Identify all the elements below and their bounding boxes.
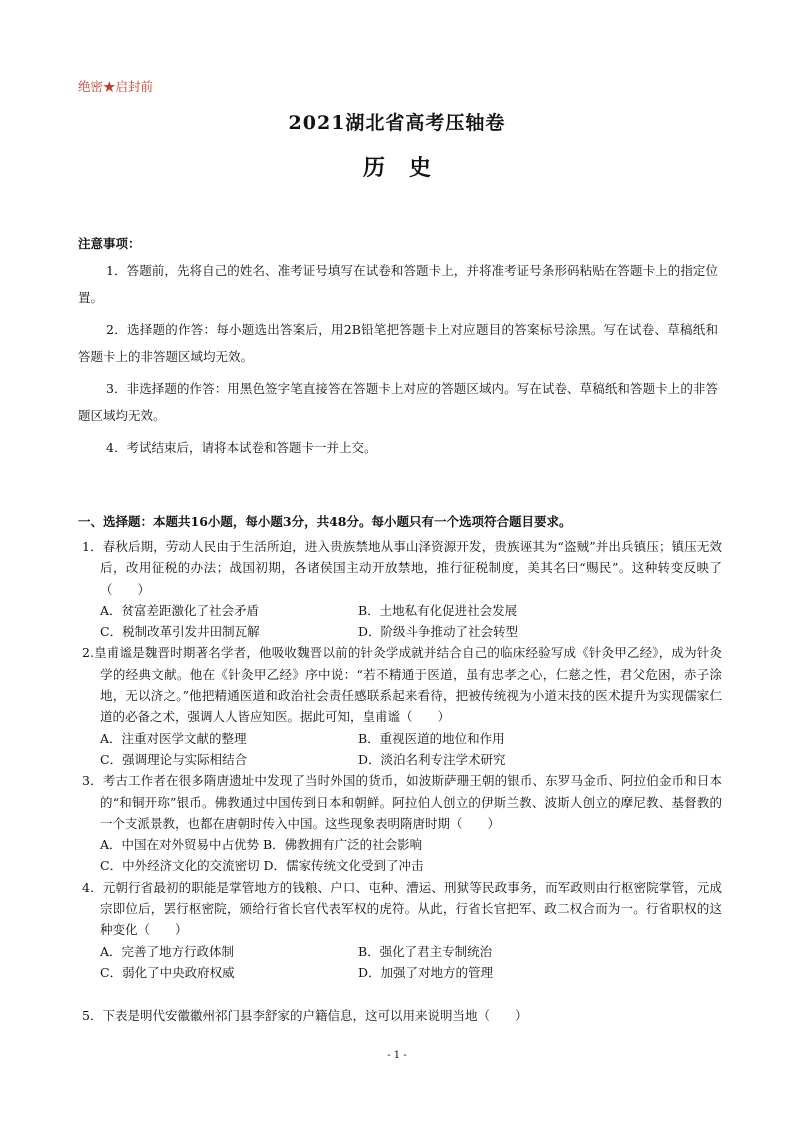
question-3 [82, 770, 722, 876]
question-stem: 2.皇甫谧是魏晋时期著名学者，他吸收魏晋以前的针灸学成就并结合自己的临床经验写成《针灸甲乙经》，成为针灸学的经典文献。他在《针灸甲乙经》序中说：“若不精通于医道，虽有忠孝之心，仁慈之性，君父危困，赤子涂地，无以济之。”他把精通医道和政治社会责任感联系起来看待，把被传统视为小道末技的医术提升为实现儒家仁道的必备之术，强调人人皆应知医。据此可知，皇甫谧（ ） [82, 645, 722, 725]
option-a: A．贫富差距激化了社会矛盾 [100, 602, 260, 618]
option-b: B．土地私有化促进社会发展 [358, 602, 518, 618]
question-stem: 1．春秋后期，劳动人民由于生活所迫，进入贵族禁地从事山泽资源开发，贵族诬其为“盗贼”并出兵镇压；镇压无效后，改用征税的办法；战国初期，各诸侯国主动开放禁地，推行征税制度，美其名曰“赐民”。这种转变反映了（ ） [82, 539, 722, 597]
option-group [82, 600, 722, 643]
option-group [82, 728, 722, 771]
option-b: B．强化了君主专制统治 [358, 943, 493, 959]
option-row-ab: A．中国在对外贸易中占优势 B．佛教拥有广泛的社会影响 [100, 837, 423, 853]
option-group [82, 834, 722, 877]
question-5 [82, 1005, 722, 1026]
question-stem: 3．考古工作者在很多隋唐遗址中发现了当时外国的货币，如波斯萨珊王朝的银币、东罗马金币、阿拉伯金币和日本的“和铜开珎”银币。佛教通过中国传到日本和朝鲜。阿拉伯人创立的伊斯兰教、波斯人创立的摩尼教、基督教的一个支派景教，也都在唐朝时传入中国。这些现象表明隋唐时期（ ） [82, 773, 722, 831]
option-b: B．重视医道的地位和作用 [358, 730, 505, 746]
option-group [82, 941, 722, 984]
option-d: D．加强了对地方的管理 [358, 964, 494, 980]
subject-title: 历史 [362, 155, 455, 181]
option-c: C．税制改革引发井田制瓦解 [100, 624, 260, 640]
option-a: A．注重对医学文献的整理 [100, 730, 247, 746]
exam-title: 2021湖北省高考压轴卷 [288, 112, 506, 134]
section-heading: 一、选择题：本题共16小题，每小题3分，共48分。每小题只有一个选项符合题目要求。 [78, 514, 572, 529]
note-item: 2．选择题的作答：每小题选出答案后，用2B铅笔把答题卡上对应题目的答案标号涂黑。写在试卷、草稿纸和答题卡上的非答题区域均无效。 [78, 322, 718, 364]
notes-list [78, 258, 718, 468]
page-number: - 1 - [387, 1050, 407, 1061]
option-c: C．弱化了中央政府权威 [100, 964, 235, 980]
option-d: D．阶级斗争推动了社会转型 [358, 624, 519, 640]
question-list [82, 536, 722, 1027]
option-d: D．淡泊名利专注学术研究 [358, 751, 506, 767]
note-item: 3．非选择题的作答：用黑色签字笔直接答在答题卡上对应的答题区域内。写在试卷、草稿纸和答题卡上的非答题区域均无效。 [78, 381, 718, 423]
notes-heading: 注意事项： [78, 236, 141, 251]
option-c: C．强调理论与实际相结合 [100, 751, 248, 767]
question-stem: 4．元朝行省最初的职能是掌管地方的钱粮、户口、屯种、漕运、刑狱等民政事务，而军政则由行枢密院掌管，元成宗即位后，罢行枢密院，颁给行省长官代表军权的虎符。从此，行省长官把军、政二权合而为一。行省职权的这种变化（ ） [82, 879, 722, 938]
option-a: A．完善了地方行政体制 [100, 943, 235, 959]
option-row-cd: C．中外经济文化的交流密切 D．儒家传统文化受到了冲击 [100, 858, 424, 874]
question-stem: 5．下表是明代安徽徽州祁门县李舒家的户籍信息，这可以用来说明当地（ ） [82, 1008, 528, 1024]
question-2 [82, 642, 722, 770]
question-1 [82, 536, 722, 642]
note-item: 4．考试结束后，请将本试卷和答题卡一并上交。 [106, 440, 377, 455]
question-4 [82, 877, 722, 983]
confidential-label: 绝密★启封前 [78, 79, 154, 94]
note-item: 1．答题前，先将自己的姓名、准考证号填写在试卷和答题卡上，并将准考证号条形码粘贴在答题卡上的指定位置。 [78, 263, 718, 305]
